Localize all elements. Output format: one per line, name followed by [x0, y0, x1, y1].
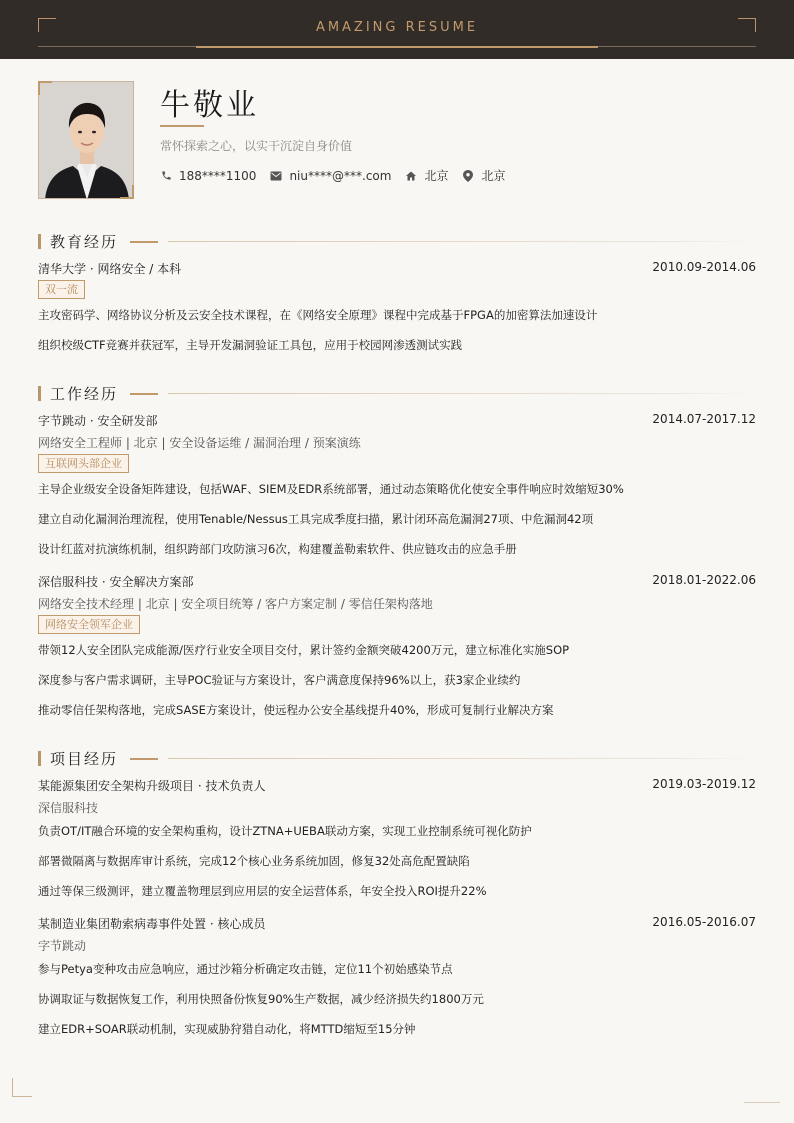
header-banner [0, 0, 794, 59]
section-rule [168, 393, 756, 394]
job-item: 带领12人安全团队完成能源/医疗行业安全项目交付，累计签约金额突破4200万元，建立标准化实施SOP [38, 643, 570, 657]
project-date: 2016.05-2016.07 [652, 915, 756, 929]
section-title-work [38, 383, 756, 404]
email-address: niu****@***.com [289, 168, 392, 183]
section-title-education [38, 231, 756, 252]
job-item: 主导企业级安全设备矩阵建设，包括WAF、SIEM及EDR系统部署，通过动态策略优化使安全事件响应时效缩短30% [38, 482, 624, 496]
job-date: 2018.01-2022.06 [652, 573, 756, 587]
job-company: 字节跳动 · 安全研发部 [38, 414, 158, 428]
project-org: 字节跳动 [38, 939, 87, 953]
section-dash [130, 241, 158, 243]
contact-hometown [405, 167, 448, 184]
photo-corner-ornament [120, 185, 134, 199]
contact-email [270, 169, 391, 183]
school-degree: 清华大学 · 网络安全 / 本科 [38, 262, 182, 276]
project-org: 深信服科技 [38, 801, 99, 815]
job-item: 设计红蓝对抗演练机制，组织跨部门攻防演习6次，构建覆盖勒索软件、供应链攻击的应急手册 [38, 542, 517, 556]
location-pin-icon [462, 170, 474, 182]
job-item: 推动零信任架构落地，完成SASE方案设计，使远程办公安全基线提升40%，形成可复制行业解决方案 [38, 703, 554, 717]
section-heading: 工作经历 [50, 385, 119, 403]
education-entry [38, 260, 756, 277]
education-date: 2010.09-2014.06 [652, 260, 756, 274]
project-item: 协调取证与数据恢复工作，利用快照备份恢复90%生产数据，减少经济损失约1800万元 [38, 992, 484, 1006]
avatar [39, 82, 134, 199]
job-item: 建立自动化漏洞治理流程，使用Tenable/Nessus工具完成季度扫描，累计闭环高危漏洞27项、中危漏洞42项 [38, 512, 594, 526]
education-item: 组织校级CTF竞赛并获冠军，主导开发漏洞验证工具包，应用于校园网渗透测试实践 [38, 338, 463, 352]
candidate-name: 牛敬业 [160, 88, 259, 123]
job-date: 2014.07-2017.12 [652, 412, 756, 426]
page-corner-ornament [12, 1078, 32, 1097]
current-location: 北京 [481, 169, 506, 183]
project-item: 通过等保三级测评，建立覆盖物理层到应用层的安全运营体系，年安全投入ROI提升22% [38, 884, 487, 898]
project-item: 参与Petya变种攻击应急响应，通过沙箱分析确定攻击链，定位11个初始感染节点 [38, 962, 453, 976]
project-item: 建立EDR+SOAR联动机制，实现威胁狩猎自动化，将MTTD缩短至15分钟 [38, 1022, 416, 1036]
project-name: 某制造业集团勒索病毒事件处置 · 核心成员 [38, 917, 266, 931]
page-footer-line [744, 1102, 780, 1103]
job-header [38, 412, 756, 429]
section-heading: 项目经历 [50, 750, 119, 768]
project-header [38, 777, 756, 794]
photo-corner-ornament [38, 81, 52, 95]
project-date: 2019.03-2019.12 [652, 777, 756, 791]
motto: 常怀探索之心，以实干沉淀自身价值 [160, 139, 353, 153]
project-name: 某能源集团安全架构升级项目 · 技术负责人 [38, 779, 266, 793]
contact-location [462, 167, 505, 184]
job-role: 网络安全工程师 | 北京 | 安全设备运维 / 漏洞治理 / 预案演练 [38, 436, 361, 450]
banner-accent-line [196, 46, 598, 48]
section-marker [38, 234, 41, 249]
project-item: 部署微隔离与数据库审计系统，完成12个核心业务系统加固，修复32处高危配置缺陷 [38, 854, 470, 868]
education-tag: 双一流 [38, 280, 85, 299]
job-role: 网络安全技术经理 | 北京 | 安全项目统筹 / 客户方案定制 / 零信任架构落地 [38, 597, 433, 611]
job-company: 深信服科技 · 安全解决方案部 [38, 575, 194, 589]
section-marker [38, 751, 41, 766]
phone-icon [160, 170, 172, 182]
section-rule [168, 241, 756, 242]
hometown: 北京 [424, 169, 449, 183]
name-underline [160, 125, 204, 127]
banner-title: AMAZING RESUME [315, 20, 479, 35]
project-item: 负责OT/IT融合环境的安全架构重构，设计ZTNA+UEBA联动方案，实现工业控制系统可视化防护 [38, 824, 532, 838]
project-header [38, 915, 756, 932]
profile-photo [38, 81, 134, 199]
section-marker [38, 386, 41, 401]
job-item: 深度参与客户需求调研，主导POC验证与方案设计，客户满意度保持96%以上，获3家企业续约 [38, 673, 521, 687]
contact-info [160, 167, 519, 184]
job-header [38, 573, 756, 590]
contact-phone [160, 169, 256, 183]
job-tag: 互联网头部企业 [38, 454, 129, 473]
mail-icon [270, 170, 282, 182]
phone-number: 188****1100 [179, 168, 257, 183]
section-dash [130, 393, 158, 395]
section-title-projects [38, 748, 756, 769]
section-rule [168, 758, 756, 759]
section-heading: 教育经历 [50, 233, 119, 251]
job-tag: 网络安全领军企业 [38, 615, 140, 634]
education-item: 主攻密码学、网络协议分析及云安全技术课程，在《网络安全原理》课程中完成基于FPGA的加密算法加速设计 [38, 308, 598, 322]
home-icon [405, 170, 417, 182]
section-dash [130, 758, 158, 760]
